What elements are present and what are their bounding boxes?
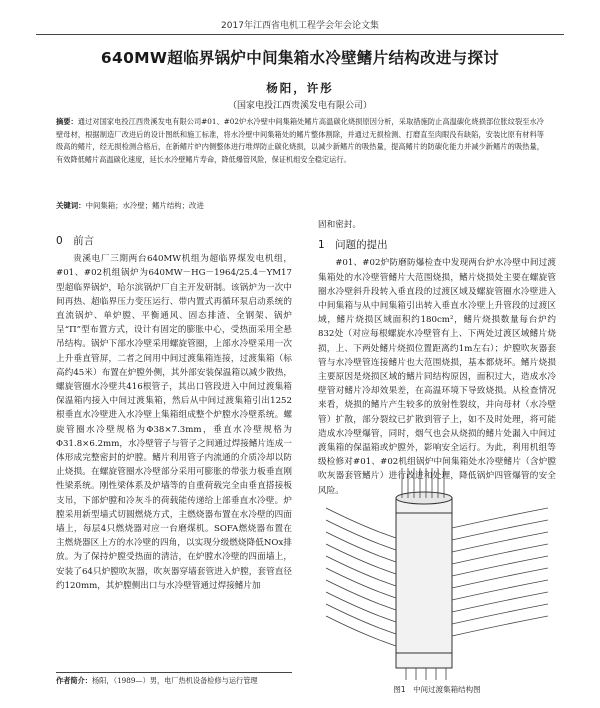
paper-title: 640MW超临界锅炉中间集箱水冷壁鳍片结构改进与探讨 — [100, 49, 500, 67]
keywords-label: 关键词： — [56, 201, 86, 210]
figure-caption: 图1 中间过渡集箱结构图 — [393, 685, 481, 694]
abstract-label: 摘要： — [56, 117, 78, 126]
keywords — [56, 200, 544, 211]
author-affiliation: （国家电投江西贵溪发电有限公司） — [227, 101, 372, 111]
right-column — [318, 218, 556, 498]
outlet-tubes-right — [452, 508, 548, 636]
footnote-label: 作者简介： — [56, 676, 92, 685]
keywords-text: 中间集箱；水冷壁；鳍片结构；改进 — [85, 201, 204, 210]
abstract-text: 通过对国家电投江西贵溪发电有限公司#01、#02炉水冷壁中间集箱处鳍片高温碳化烧损原因分析，采取措施防止高温碳化烧损部位胀纹裂至水冷壁母材，根据制造厂改进后的设计图纸和施工标准，将水冷壁中间集箱处的鳍片整体割除，并通过无损检测、打磨直至肉眼没有缺陷，安装比原有材料等级高的鳍片，经无损检测合格后，在新鳍片炉内侧整体进行堆焊防止碳化烧损，以减少新鳍片的吸热量，提高鳍片的防碳化能力并减少新鳍片的吸热量，有效降低鳍片高温碳化速度，延长水冷壁鳍片寿命，降低爆管风险，保证机组安全稳定运行。 — [56, 117, 544, 164]
left-column — [56, 228, 292, 593]
problem-paragraph: #01、#02炉防磨防爆检查中发现两台炉水冷壁中间过渡集箱处的水冷壁管鳍片大范围烧损，鳍片烧损处主要在螺旋管圈水冷壁斜升段转入垂直段的过渡区域及螺旋管圈水冷壁进入中间集箱与从中间集箱引出转入垂直水冷壁上升管段的过渡区域，鳍片烧损区域面积约180cm²，鳍片烧损数量每台炉约832处（对应每根螺旋水冷壁管有上、下两处过渡区域鳍片烧损，上、下两处鳍片烧损位置距离约1m左右）；炉膛吹灰器套管与水冷壁管连接鳍片也大范围烧损，基本都烧坏。鳍片烧损主要原因是烧损区域的鳍片同结构原因，面积过大，造成水冷壁管对鳍片冷却效果差，在高温环境下导致烧损。从检查情况来看，烧损的鳍片产生较多的放射性裂纹，并向母材（水冷壁管）扩散，部分裂纹已扩散到管子上，如不及时处理，将可能造成水冷壁爆管，同时，烟气也会从烧损的鳍片处漏入中间过渡集箱的保温箱或炉膛外，影响安全运行。为此，利用机组等级检修对#01、#02机组锅炉中间集箱处水冷壁鳍片（含炉膛吹灰器套管鳍片）进行改进和处理，降低锅炉四管爆管的安全风险。 — [318, 258, 556, 496]
author-footnote — [56, 672, 292, 686]
section-heading-intro: 0 前言 — [56, 235, 95, 247]
spiral-tubes-left — [326, 508, 396, 646]
lower-tubes — [406, 668, 446, 680]
abstract — [56, 116, 544, 166]
intermediate-header-drawing — [396, 492, 452, 668]
continuation-text: 固和密封。 — [318, 220, 361, 230]
section-heading-problem: 1 问题的提出 — [318, 239, 388, 252]
header-structure-figure — [326, 468, 548, 680]
footnote-text: 杨阳，（1989—）男，电厂热机设备检修与运行管理 — [91, 676, 258, 685]
running-header: 2017年江西省电机工程学会年会论文集 — [36, 18, 564, 35]
author-names: 杨阳，许彤 — [266, 81, 334, 95]
intro-paragraph: 贵溪电厂三期两台640MW机组为超临界煤发电机组，#01、#02机组锅炉为640MW－HG－1964/25.4－YM17型超临界锅炉，哈尔滨锅炉厂自主开发研制。该锅炉为一次中间再热、超临界压力变压运行、带内置式再循环泵启动系统的直流锅炉、单炉膛、平衡通风、固态排渣、全钢架、锅炉呈“Π”型布置方式，设计有固定的膨胀中心，受热面采用全悬吊结构。锅炉下部水冷壁采用螺旋管圈，上部水冷壁采用一次上升垂直管屏，二者之间用中间过渡集箱连接，过渡集箱（标高约45米）布置在炉膛外侧，其外部安装保温箱以减少散热，螺旋管圈水冷壁共416根管子，其出口管段进入中间过渡集箱保温箱内接入中间过渡集箱，然后从中间过渡集箱引出1252根垂直水冷壁进入水冷壁上集箱组成整个炉膛水冷壁系统。螺旋管圈水冷壁规格为Φ38×7.3mm，垂直水冷壁规格为Φ31.8×6.2mm，水冷壁管子与管子之间通过焊接鳍片连成一体形成完整密封的炉膛。鳍片利用管子内流通的介质冷却以防止烧损。在螺旋管圈水冷壁部分采用可膨胀的带张力板垂直刚性梁系统。刚性梁体系及炉墙等的自重荷载完全由垂直搭接板支吊，下部炉膛和冷灰斗的荷载能传递给上部垂直水冷壁。炉膛采用新型墙式切圆燃烧方式，主燃烧器布置在水冷壁的四面墙上，每层4只燃烧器对应一台磨煤机。SOFA燃烧器布置在主燃烧器区上方的水冷壁的四角，以实现分级燃烧降低NOx排放。为了保持炉膛受热面的清洁，在炉膛水冷壁的四面墙上，安装了64只炉膛吹灰器，吹灰器穿墙套管进入炉膛，套管直径约120mm，其炉膛侧出口与水冷壁管通过焊接鳍片加 — [56, 254, 292, 591]
